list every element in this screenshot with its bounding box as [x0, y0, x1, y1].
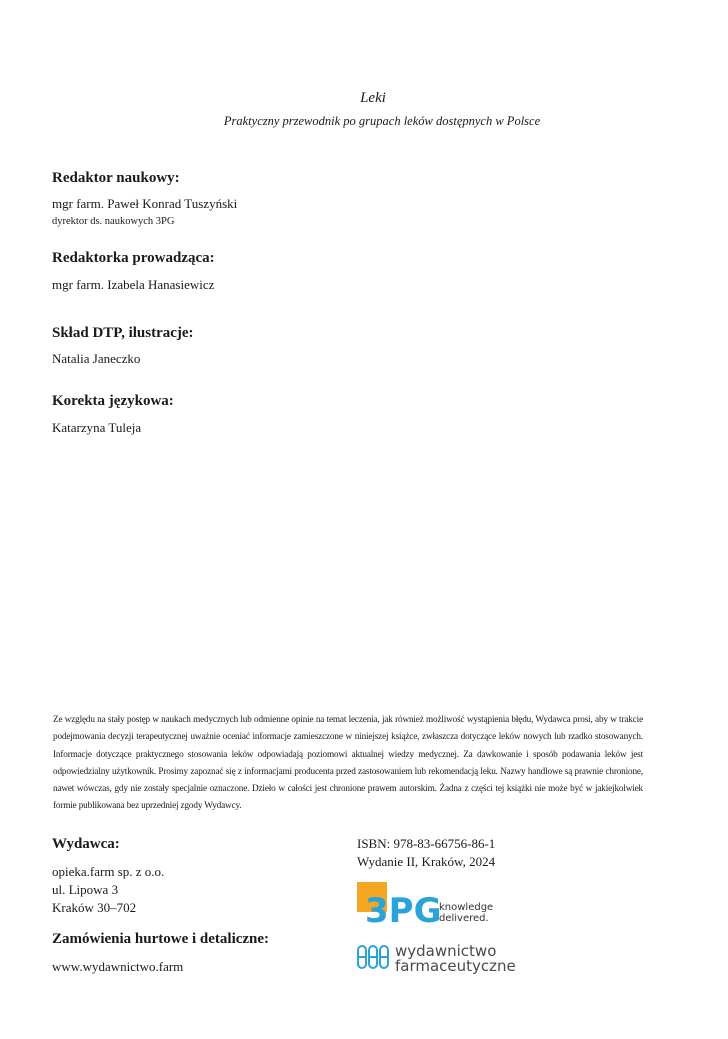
publisher-street: ul. Lipowa 3 — [52, 882, 119, 897]
publisher-city: Kraków 30–702 — [52, 900, 137, 915]
publisher-heading: Wydawca: — [52, 836, 120, 852]
capsules-icon — [358, 946, 388, 968]
logo-3pg-tagline-1: knowledge — [439, 902, 494, 913]
managing-editor-name: mgr farm. Izabela Hanasiewicz — [52, 277, 215, 292]
book-title: Leki — [360, 90, 386, 106]
managing-editor-heading: Redaktorka prowadząca: — [52, 250, 215, 266]
isbn-text: ISBN: 978-83-66756-86-1 — [357, 836, 496, 851]
book-subtitle: Praktyczny przewodnik po grupach leków dostępnych w Polsce — [223, 114, 541, 128]
proofreading-heading: Korekta językowa: — [52, 393, 174, 409]
scientific-editor-heading: Redaktor naukowy: — [52, 170, 180, 186]
disclaimer-text: Ze względu na stały postęp w naukach medycznych lub odmienne opinie na temat leczenia, jak również możliwość wystąpienia błędu, Wydawca prosi, aby w trakcie podejmowania decyzji terapeutycznej uważnie oceniać informacje zamieszczone w niniejszej książce, zwłaszcza dotyczące leków nowych lub rzadko stosowanych. Informacje dotyczące praktycznego stosowania leków odpowiadają poziomowi aktualnej wiedzy medycznej. Za dawkowanie i sposób podawania leków jest odpowiedzialny użytkownik. Prosimy zapoznać się z informacjami producenta przed zastosowaniem lub rekomendacją leku. Nazwy handlowe są prawnie chronione, nawet wówczas, gdy nie zostały specjalnie oznaczone. Dzieło w całości jest chronione prawem autorskim. Żadna z części tej książki nie może być w jakiejkolwiek formie publikowana bez uprzedniej zgody Wydawcy. — [53, 714, 643, 811]
logo-3pg — [357, 880, 517, 926]
publisher-name: opieka.farm sp. z o.o. — [52, 864, 165, 879]
orders-heading: Zamówienia hurtowe i detaliczne: — [52, 931, 270, 947]
dtp-heading: Skład DTP, ilustracje: — [52, 325, 194, 341]
scientific-editor-role: dyrektor ds. naukowych 3PG — [52, 216, 175, 227]
logo-wf-line2: farmaceutyczne — [395, 957, 516, 974]
proofreading-name: Katarzyna Tuleja — [52, 420, 142, 435]
logo-wf-line1: wydawnictwo — [395, 942, 497, 960]
logo-3pg-mark: 3PG — [365, 891, 442, 926]
logo-3pg-tagline-2: delivered. — [439, 913, 489, 924]
logo-wydawnictwo-farmaceutyczne — [357, 942, 537, 974]
edition-text: Wydanie II, Kraków, 2024 — [357, 854, 496, 869]
scientific-editor-name: mgr farm. Paweł Konrad Tuszyński — [52, 196, 238, 211]
orders-url: www.wydawnictwo.farm — [52, 959, 184, 974]
dtp-name: Natalia Janeczko — [52, 351, 141, 366]
